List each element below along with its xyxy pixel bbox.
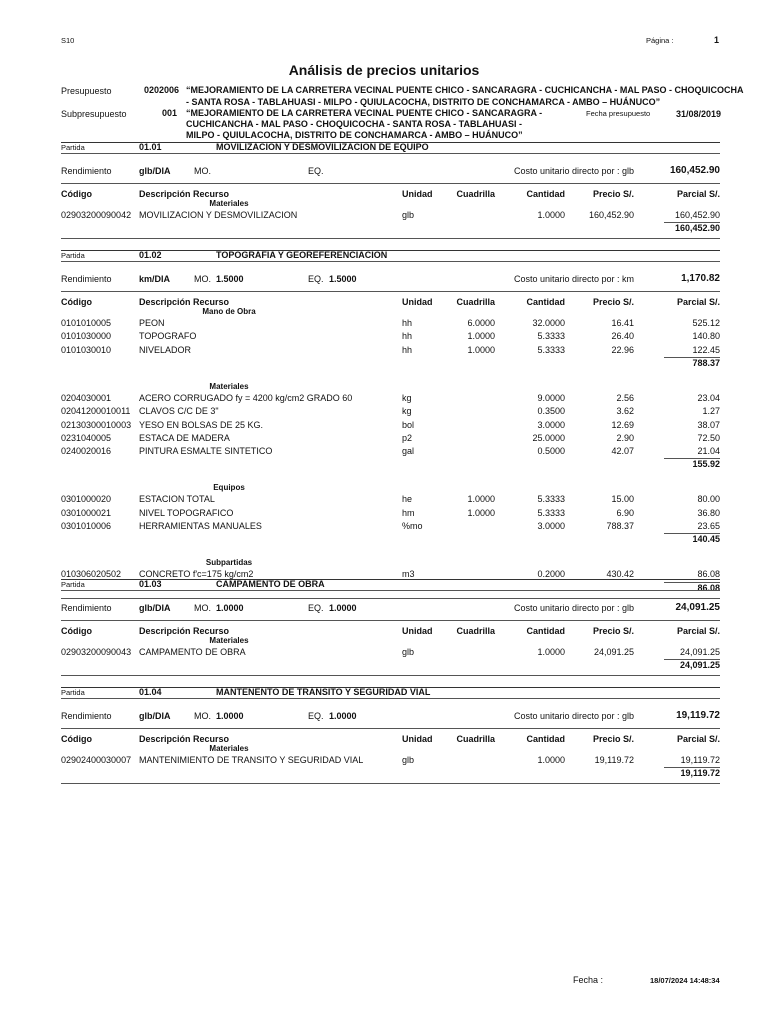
item-description: CLAVOS C/C DE 3" [139,406,219,417]
item-precio: 22.96 [611,344,634,355]
item-code: 0301010006 [61,521,112,531]
partida-end-separator [61,598,720,599]
item-cantidad: 25.0000 [532,432,565,443]
eq-label: EQ. [308,274,324,284]
group-subtotal: 155.92 [692,459,720,470]
item-description: HERRAMIENTAS MANUALES [139,521,262,531]
item-precio: 2.90 [616,432,634,443]
partida-code: 01.04 [139,687,162,697]
item-cuadrilla: 1.0000 [467,494,495,505]
costo-unitario-label: Costo unitario directo por : glb [514,711,635,721]
col-header-cuadrilla: Cuadrilla [456,734,495,744]
col-header-unidad: Unidad [402,734,433,744]
partida-name: CAMPAMENTO DE OBRA [216,579,325,589]
group-subtotal: 86.08 [697,582,720,593]
item-cuadrilla: 1.0000 [467,331,495,342]
item-unit: hh [402,318,413,328]
costo-unitario-value: 1,170.82 [681,273,720,284]
eq-value: 1.0000 [329,603,357,613]
item-cuadrilla: 1.0000 [467,344,495,355]
presupuesto-desc-line2: - SANTA ROSA - TABLAHUASI - MILPO - QUIULACOCHA, DISTRITO DE CONCHAMARCA - AMBO – HUÁNUCO” [186,97,661,107]
page-title: Análisis de precios unitarios [288,62,480,78]
item-unit: %mo [402,521,423,531]
item-precio: 24,091.25 [593,647,634,657]
eq-value: 1.5000 [329,274,357,284]
item-description: TOPOGRAFO [139,331,197,342]
item-description: MOVILIZACION Y DESMOVILIZACION [139,210,298,220]
partida-end-separator [61,238,720,239]
item-precio: 430.42 [606,569,634,580]
item-precio: 19,119.72 [594,755,634,765]
costo-unitario-label: Costo unitario directo por : glb [514,603,635,613]
partida-code: 01.03 [139,579,162,589]
page-label: Página : [646,36,674,45]
col-header-descripcion: Descripción Recurso [139,734,230,744]
rendimiento-label: Rendimiento [61,711,112,721]
item-cuadrilla: 1.0000 [467,507,495,518]
col-header-unidad: Unidad [402,189,433,199]
item-unit: kg [402,406,412,417]
presupuesto-desc-line1: “MEJORAMIENTO DE LA CARRETERA VECINAL PUENTE CHICO - SANCARAGRA - CUCHICANCHA - MAL PASO - CHOQUICOCHA [186,85,744,95]
rendimiento-unit: glb/DIA [139,711,171,721]
item-cantidad: 5.3333 [537,494,565,505]
rendimiento-separator [61,183,720,184]
item-code: 0101010005 [61,318,112,328]
item-precio: 26.40 [611,331,634,342]
item-precio: 3.62 [616,406,634,417]
fecha-presupuesto-label: Fecha presupuesto [586,109,651,118]
col-header-parcial: Parcial S/. [676,189,720,199]
item-code: 0240020016 [61,446,112,457]
page-number: 1 [714,35,720,45]
group-subtotal: 19,119.72 [680,768,720,779]
item-cantidad: 3.0000 [537,419,565,430]
costo-unitario-label: Costo unitario directo por : glb [514,166,635,176]
item-precio: 12.69 [611,419,634,430]
group-heading: Materiales [209,381,249,391]
col-header-precio: Precio S/. [592,734,634,744]
item-unit: p2 [402,432,413,443]
presupuesto-label: Presupuesto [61,86,112,96]
item-description: YESO EN BOLSAS DE 25 KG. [139,419,264,430]
item-description: ESTACA DE MADERA [139,432,230,443]
col-header-cuadrilla: Cuadrilla [456,297,495,307]
item-description: ESTACION TOTAL [139,494,215,505]
group-heading: Mano de Obra [202,307,256,316]
col-header-descripcion: Descripción Recurso [139,297,230,307]
item-parcial: 86.08 [697,569,720,580]
item-code: 0301000020 [61,494,112,505]
subpresupuesto-code: 001 [162,108,178,118]
item-code: 02903200090043 [61,647,132,657]
item-description: MANTENIMIENTO DE TRANSITO Y SEGURIDAD VIAL [139,755,364,765]
group-heading: Subpartidas [205,558,253,568]
col-header-cantidad: Cantidad [526,189,565,199]
item-cantidad: 1.0000 [537,647,565,657]
mo-value: 1.5000 [216,274,244,284]
item-description: CAMPAMENTO DE OBRA [139,647,246,657]
item-cantidad: 1.0000 [537,210,565,220]
item-description: PINTURA ESMALTE SINTETICO [139,446,273,457]
mo-label: MO. [194,603,211,613]
col-header-unidad: Unidad [402,626,433,636]
item-parcial: 24,091.25 [679,647,720,657]
rendimiento-unit: glb/DIA [139,603,171,613]
col-header-cantidad: Cantidad [526,734,565,744]
partida-name-underline [61,698,720,699]
fecha-presupuesto: 31/08/2019 [676,109,722,119]
costo-unitario-value: 19,119.72 [676,710,720,721]
group-subtotal: 140.45 [692,534,720,545]
item-code: 0101030000 [61,331,112,342]
item-parcial: 122.45 [692,344,720,355]
subpresupuesto-desc-line3: MILPO - QUIULACOCHA, DISTRITO DE CONCHAMARCA - AMBO – HUÁNUCO” [186,130,523,140]
item-parcial: 80.00 [697,494,720,505]
mo-value: 1.0000 [216,711,244,721]
col-header-parcial: Parcial S/. [676,626,720,636]
item-precio: 42.07 [611,446,634,457]
item-code: 02041200010011 [61,406,131,417]
col-header-descripcion: Descripción Recurso [139,189,230,199]
partida-code: 01.01 [139,142,162,152]
partida-label: Partida [61,688,85,697]
item-unit: he [402,494,413,505]
mo-label: MO. [194,274,211,284]
group-subtotal: 788.37 [692,357,720,368]
item-parcial: 140.80 [692,331,720,342]
item-parcial: 1.27 [702,406,720,417]
partida-label: Partida [61,251,85,260]
item-unit: hh [402,331,413,342]
subpresupuesto-label: Subpresupuesto [61,109,127,119]
item-code: 0204030001 [61,392,112,403]
partida-label: Partida [61,580,85,589]
col-header-cuadrilla: Cuadrilla [456,189,495,199]
item-unit: hm [402,507,415,518]
rendimiento-separator [61,291,720,292]
group-heading: Materiales [209,744,249,753]
partida-name-underline [61,261,720,262]
item-parcial: 72.50 [697,432,720,443]
item-parcial: 21.04 [697,446,720,457]
group-heading: Equipos [213,483,245,493]
item-unit: hh [402,344,413,355]
item-precio: 16.41 [611,318,634,328]
item-code: 02903200090042 [61,210,132,220]
eq-label: EQ. [308,711,324,721]
col-header-unidad: Unidad [402,297,433,307]
item-precio: 6.90 [616,507,634,518]
eq-value: 1.0000 [329,711,357,721]
item-parcial: 23.65 [697,521,720,531]
costo-unitario-value: 160,452.90 [669,165,720,176]
footer-fecha: 18/07/2024 14:48:34 [650,976,720,985]
item-code: 010306020502 [61,569,122,580]
col-header-parcial: Parcial S/. [676,297,720,307]
col-header-cantidad: Cantidad [526,297,565,307]
rendimiento-label: Rendimiento [61,166,112,176]
item-parcial: 525.12 [692,318,720,328]
item-cantidad: 3.0000 [537,521,565,531]
item-cantidad: 5.3333 [537,507,565,518]
rendimiento-separator [61,728,720,729]
col-header-descripcion: Descripción Recurso [139,626,230,636]
partida-label: Partida [61,143,85,152]
group-heading: Materiales [209,199,249,208]
partida-name-underline [61,590,720,591]
item-description: NIVELADOR [139,344,192,355]
footer-fecha-label: Fecha : [573,975,604,985]
item-unit: glb [402,210,415,220]
item-parcial: 19,119.72 [680,755,720,765]
group-subtotal: 160,452.90 [674,223,720,234]
item-unit: gal [402,446,415,457]
item-unit: kg [402,392,412,403]
item-parcial: 160,452.90 [674,210,720,220]
partida-name: MOVILIZACION Y DESMOVILIZACION DE EQUIPO [216,142,429,152]
group-subtotal: 24,091.25 [679,660,720,671]
item-precio: 788.37 [606,521,634,531]
eq-label: EQ. [308,603,324,613]
item-unit: glb [402,755,415,765]
item-code: 0301000021 [61,507,112,518]
item-cantidad: 0.2000 [537,569,565,580]
mo-value: 1.0000 [216,603,244,613]
col-header-precio: Precio S/. [592,626,634,636]
item-code: 02130300010003 [61,419,132,430]
partida-end-separator [61,675,720,676]
costo-unitario-label: Costo unitario directo por : km [514,274,635,284]
rendimiento-unit: km/DIA [139,274,171,284]
partida-name: TOPOGRAFIA Y GEOREFERENCIACION [216,250,388,260]
partida-code: 01.02 [139,250,162,260]
col-header-precio: Precio S/. [592,189,634,199]
col-header-codigo: Código [61,297,92,307]
item-code: 0231040005 [61,432,112,443]
presupuesto-code: 0202006 [144,85,180,95]
subpresupuesto-desc-line1: “MEJORAMIENTO DE LA CARRETERA VECINAL PUENTE CHICO - SANCARAGRA - [186,108,543,118]
rendimiento-label: Rendimiento [61,603,112,613]
item-description: ACERO CORRUGADO fy = 4200 kg/cm2 GRADO 60 [139,392,353,403]
item-cantidad: 9.0000 [537,392,565,403]
item-precio: 2.56 [616,392,634,403]
col-header-codigo: Código [61,734,92,744]
mo-label: MO. [194,711,211,721]
item-unit: bol [402,419,415,430]
mo-label: MO. [194,166,211,176]
item-cantidad: 5.3333 [537,331,565,342]
costo-unitario-value: 24,091.25 [675,602,720,613]
item-cantidad: 1.0000 [537,755,565,765]
partida-name: MANTENENTO DE TRANSITO Y SEGURIDAD VIAL [216,687,431,697]
item-cuadrilla: 6.0000 [467,318,495,328]
report-code: S10 [61,36,75,45]
item-description: PEON [139,318,165,328]
item-cantidad: 32.0000 [532,318,565,328]
eq-label: EQ. [308,166,324,176]
item-cantidad: 0.3500 [537,406,565,417]
item-description: NIVEL TOPOGRAFICO [139,507,234,518]
item-unit: glb [402,647,415,657]
col-header-codigo: Código [61,626,92,636]
partida-end-separator [61,783,720,784]
rendimiento-label: Rendimiento [61,274,112,284]
item-precio: 160,452.90 [588,210,634,220]
col-header-codigo: Código [61,189,92,199]
col-header-parcial: Parcial S/. [676,734,720,744]
col-header-precio: Precio S/. [592,297,634,307]
item-unit: m3 [402,569,415,580]
group-heading: Materiales [209,636,249,645]
item-code: 0101030010 [61,344,112,355]
partida-name-underline [61,153,720,154]
item-cantidad: 5.3333 [537,344,565,355]
item-cantidad: 0.5000 [537,446,565,457]
item-parcial: 38.07 [697,419,720,430]
subpresupuesto-desc-line2: CUCHICANCHA - MAL PASO - CHOQUICOCHA - SANTA ROSA - TABLAHUASI - [186,119,522,129]
item-parcial: 36.80 [697,507,720,518]
item-parcial: 23.04 [697,392,720,403]
rendimiento-separator [61,620,720,621]
col-header-cantidad: Cantidad [526,626,565,636]
rendimiento-unit: glb/DIA [139,166,171,176]
col-header-cuadrilla: Cuadrilla [456,626,495,636]
item-code: 02902400030007 [61,755,132,765]
item-precio: 15.00 [611,494,634,505]
item-description: CONCRETO f'c=175 kg/cm2 [139,569,254,580]
